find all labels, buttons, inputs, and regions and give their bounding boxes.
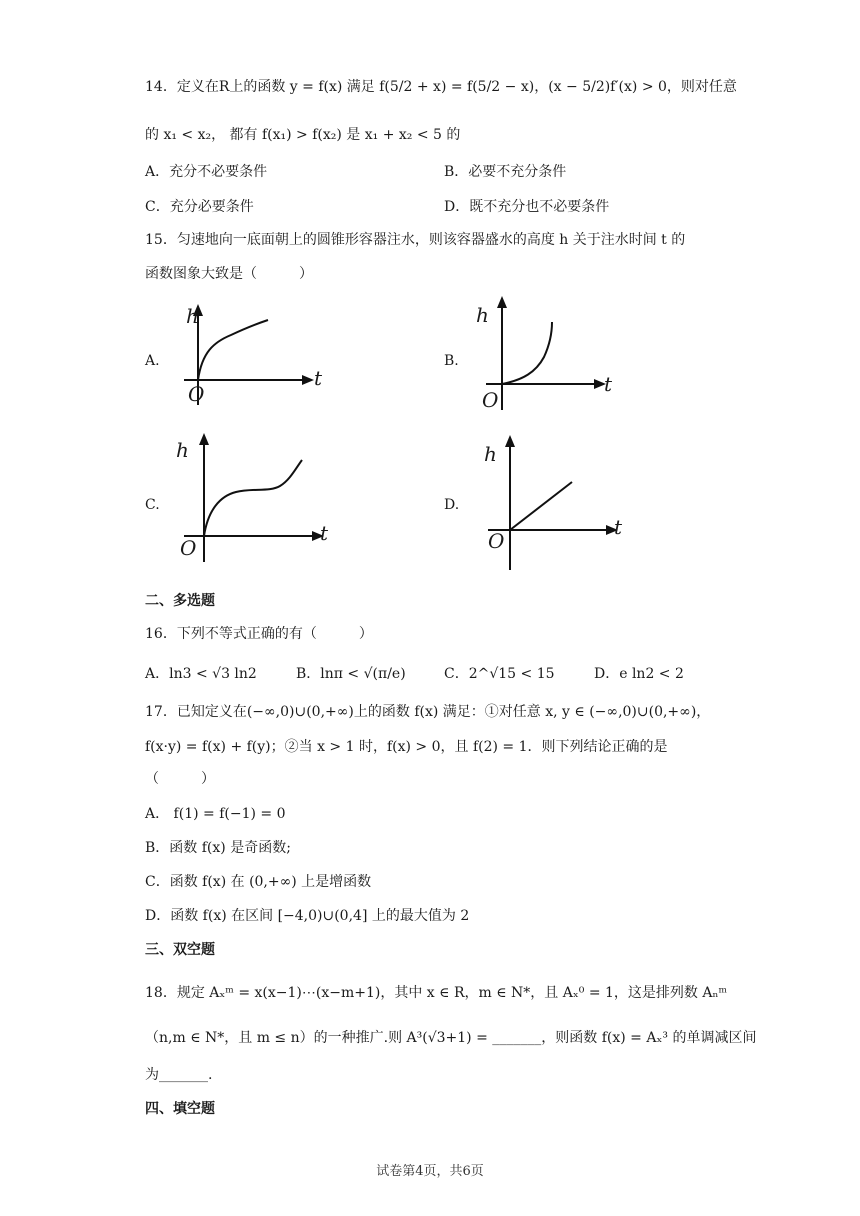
q18-line3: 为_______. bbox=[145, 1067, 213, 1083]
q17-line3: （ ） bbox=[145, 771, 215, 787]
q15-d-axis-t: t bbox=[614, 515, 623, 539]
q15-d-axis-h: h bbox=[484, 442, 497, 466]
q15-graph-b bbox=[478, 292, 618, 417]
q17-option-b: B．函数 f(x) 是奇函数; bbox=[145, 840, 291, 856]
q15-b-axis-h: h bbox=[476, 303, 489, 327]
q16-option-c: C．2^√15 < 15 bbox=[444, 666, 555, 682]
q15-graph-c bbox=[176, 428, 336, 568]
page-footer: 试卷第4页，共6页 bbox=[376, 1164, 484, 1179]
q15-a-origin: O bbox=[188, 382, 205, 406]
q14-option-a: A．充分不必要条件 bbox=[145, 164, 268, 180]
q14-line2: 的 x₁ < x₂， 都有 f(x₁) > f(x₂) 是 x₁ + x₂ < 5 的 bbox=[145, 127, 461, 143]
q17-option-c: C．函数 f(x) 在 (0,+∞) 上是增函数 bbox=[145, 874, 372, 890]
q16-option-b: B．lnπ < √(π/e) bbox=[296, 666, 406, 682]
q14-option-b: B．必要不充分条件 bbox=[444, 164, 567, 180]
q15-a-axis-t: t bbox=[314, 366, 323, 390]
q15-option-b-label: B. bbox=[444, 353, 459, 369]
q15-d-origin: O bbox=[488, 529, 505, 553]
section-multi-choice-heading: 二、多选题 bbox=[145, 593, 215, 609]
q14-option-c: C．充分必要条件 bbox=[145, 199, 254, 215]
q17-option-a: A． f(1) = f(−1) = 0 bbox=[145, 806, 286, 822]
q14-line1: 14．定义在R上的函数 y = f(x) 满足 f(5/2 + x) = f(5/2 − x)，(x − 5/2)f′(x) > 0，则对任意 bbox=[145, 79, 737, 95]
q15-b-origin: O bbox=[482, 388, 499, 412]
q15-option-d-label: D. bbox=[444, 497, 460, 513]
q15-c-axis-t: t bbox=[320, 521, 329, 545]
q15-c-origin: O bbox=[180, 536, 197, 560]
q16-line1: 16．下列不等式正确的有（ ） bbox=[145, 626, 373, 642]
q15-b-axis-t: t bbox=[604, 372, 613, 396]
q15-a-axis-h: h bbox=[186, 304, 199, 328]
q17-line2: f(x·y) = f(x) + f(y)；②当 x > 1 时，f(x) > 0，且 f(2) = 1．则下列结论正确的是 bbox=[145, 739, 668, 755]
q15-c-axis-h: h bbox=[176, 438, 189, 462]
section-double-blank-heading: 三、双空题 bbox=[145, 942, 215, 958]
section-fill-blank-heading: 四、填空题 bbox=[145, 1101, 215, 1117]
q17-option-d: D．函数 f(x) 在区间 [−4,0)∪(0,4] 上的最大值为 2 bbox=[145, 908, 470, 924]
q16-option-a: A．ln3 < √3 ln2 bbox=[145, 666, 257, 682]
q15-option-c-label: C. bbox=[145, 497, 160, 513]
q17-line1: 17．已知定义在(−∞,0)∪(0,+∞)上的函数 f(x) 满足：①对任意 x, y ∈ (−∞,0)∪(0,+∞)， bbox=[145, 704, 711, 720]
q14-option-d: D．既不充分也不必要条件 bbox=[444, 199, 610, 215]
q18-line1: 18．规定 Aₓᵐ = x(x−1)⋯(x−m+1)，其中 x ∈ R，m ∈ N*，且 Aₓ⁰ = 1，这是排列数 Aₙᵐ bbox=[145, 985, 728, 1001]
q15-line2: 函数图象大致是（ ） bbox=[145, 266, 313, 282]
q15-line1: 15．匀速地向一底面朝上的圆锥形容器注水，则该容器盛水的高度 h 关于注水时间 t 的 bbox=[145, 232, 686, 248]
q16-option-d: D．e ln2 < 2 bbox=[594, 666, 684, 682]
q18-line2: （n,m ∈ N*，且 m ≤ n）的一种推广.则 A³(√3+1) = _______，则函数 f(x) = Aₓ³ 的单调减区间 bbox=[145, 1030, 757, 1046]
q15-graph-d bbox=[480, 430, 630, 575]
q15-option-a-label: A. bbox=[145, 353, 160, 369]
